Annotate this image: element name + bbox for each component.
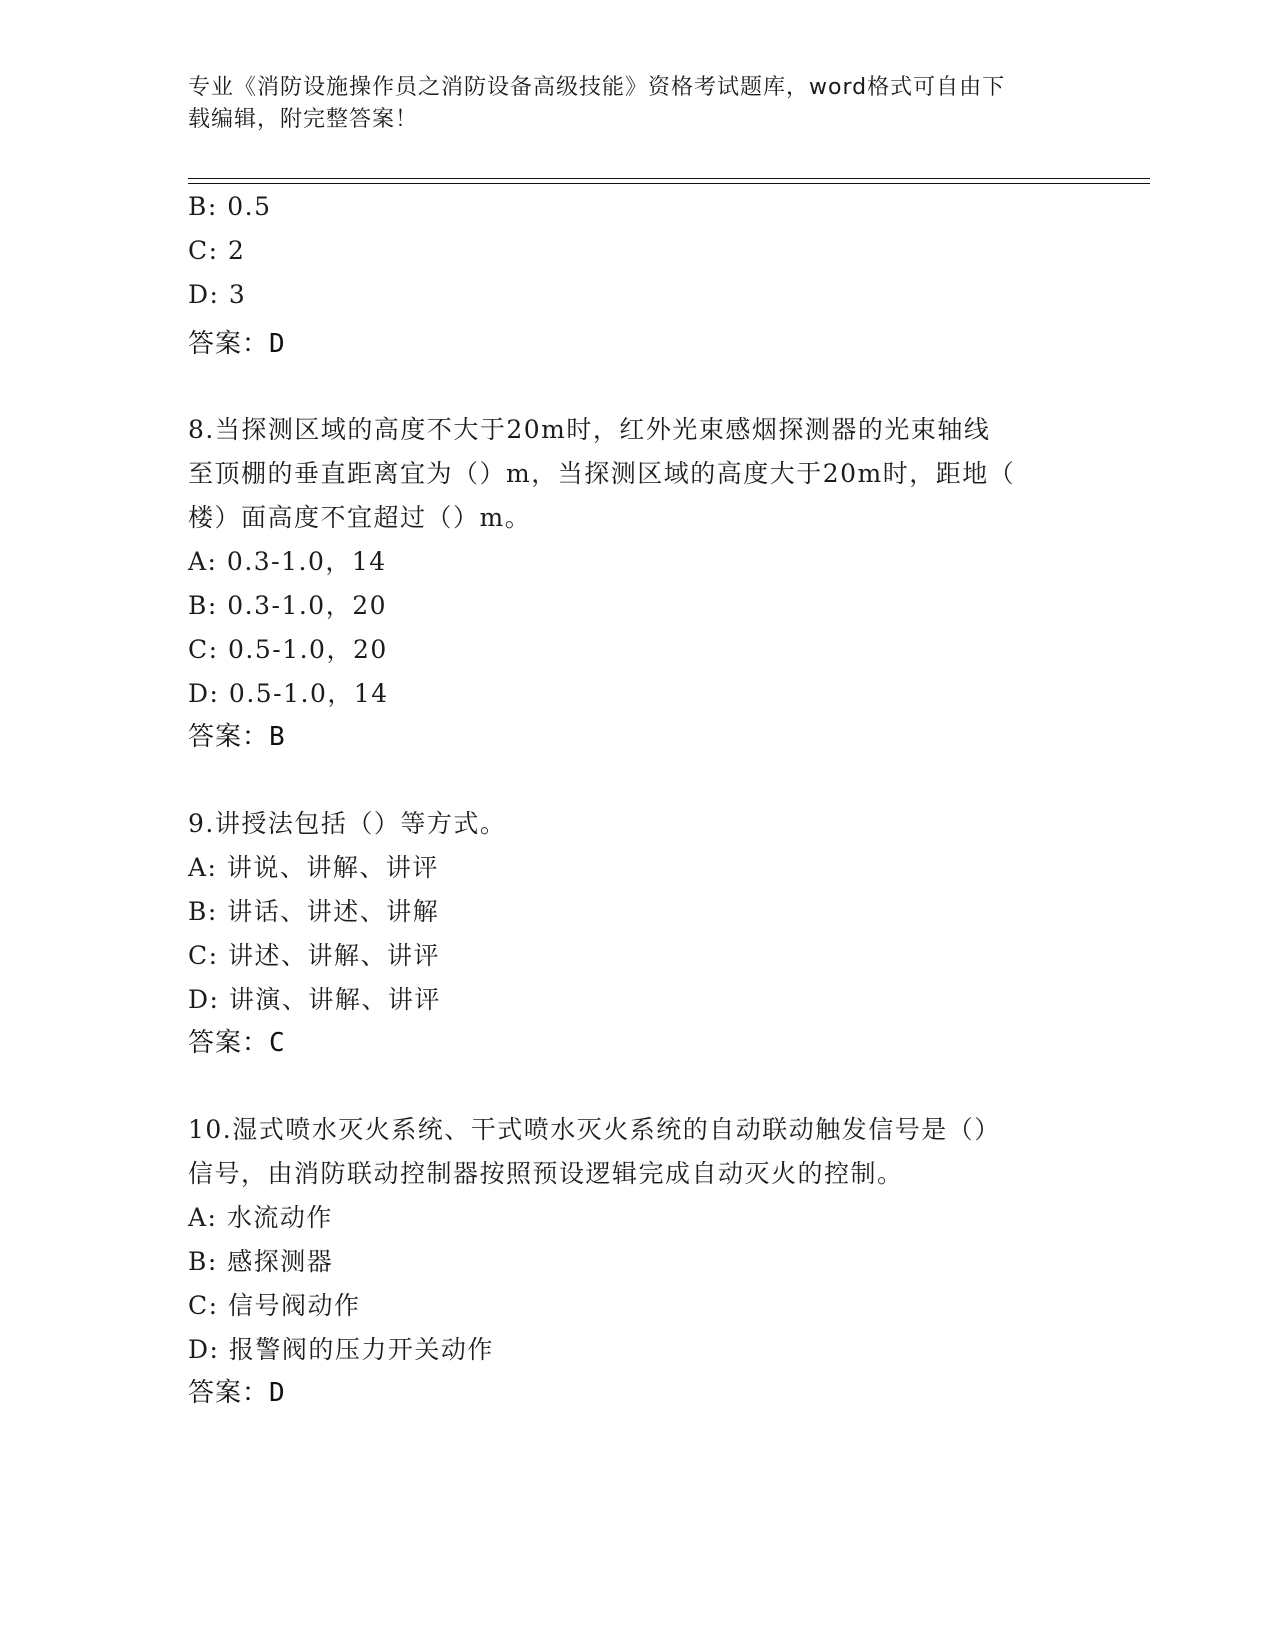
q8-option-b: B: 0.3-1.0，20 [188,591,388,620]
document-header [188,72,1088,136]
q8-option-a: A: 0.3-1.0，14 [188,547,387,576]
q8-answer [188,716,286,753]
q8-option-c: C: 0.5-1.0，20 [188,635,388,664]
answer-label: 答案： [188,722,270,752]
q10-stem-line-1: 10.湿式喷水灭火系统、干式喷水灭火系统的自动联动触发信号是（） [188,1115,1001,1144]
q9-option-c: C: 讲述、讲解、讲评 [188,941,440,970]
answer-label: 答案： [188,1028,270,1058]
q9-option-a: A: 讲说、讲解、讲评 [188,853,439,882]
q10-option-c: C: 信号阀动作 [188,1291,361,1320]
q10-option-a: A: 水流动作 [188,1203,333,1232]
answer-label: 答案： [188,329,270,359]
q7-answer [188,323,286,360]
answer-value: C [269,1028,286,1058]
q8-option-d: D: 0.5-1.0，14 [188,679,389,708]
q7-option-c: C: 2 [188,236,246,265]
q10-answer [188,1372,286,1409]
q7-option-b: B: 0.5 [188,192,272,221]
q10-stem-line-2: 信号，由消防联动控制器按照预设逻辑完成自动灭火的控制。 [188,1159,904,1188]
q9-stem-line-1: 9.讲授法包括（）等方式。 [188,809,507,838]
answer-value: D [269,1378,286,1408]
q8-stem-line-3: 楼）面高度不宜超过（）m。 [188,503,532,532]
answer-value: B [269,722,286,752]
header-divider-bottom [188,183,1150,184]
header-line-1: 专业《消防设施操作员之消防设备高级技能》资格考试题库，word格式可自由下 [188,75,1006,100]
answer-label: 答案： [188,1378,270,1408]
q9-option-b: B: 讲话、讲述、讲解 [188,897,440,926]
q9-option-d: D: 讲演、讲解、讲评 [188,985,441,1014]
answer-value: D [269,329,286,359]
header-line-2: 载编辑，附完整答案！ [188,107,419,132]
q8-stem-line-1: 8.当探测区域的高度不大于20m时，红外光束感烟探测器的光束轴线 [188,415,991,444]
header-divider-top [188,178,1150,179]
q10-option-b: B: 感探测器 [188,1247,334,1276]
q9-answer [188,1022,286,1059]
q8-stem-line-2: 至顶棚的垂直距离宜为（）m，当探测区域的高度大于20m时，距地（ [188,459,1016,488]
q7-option-d: D: 3 [188,280,247,309]
q10-option-d: D: 报警阀的压力开关动作 [188,1335,494,1364]
